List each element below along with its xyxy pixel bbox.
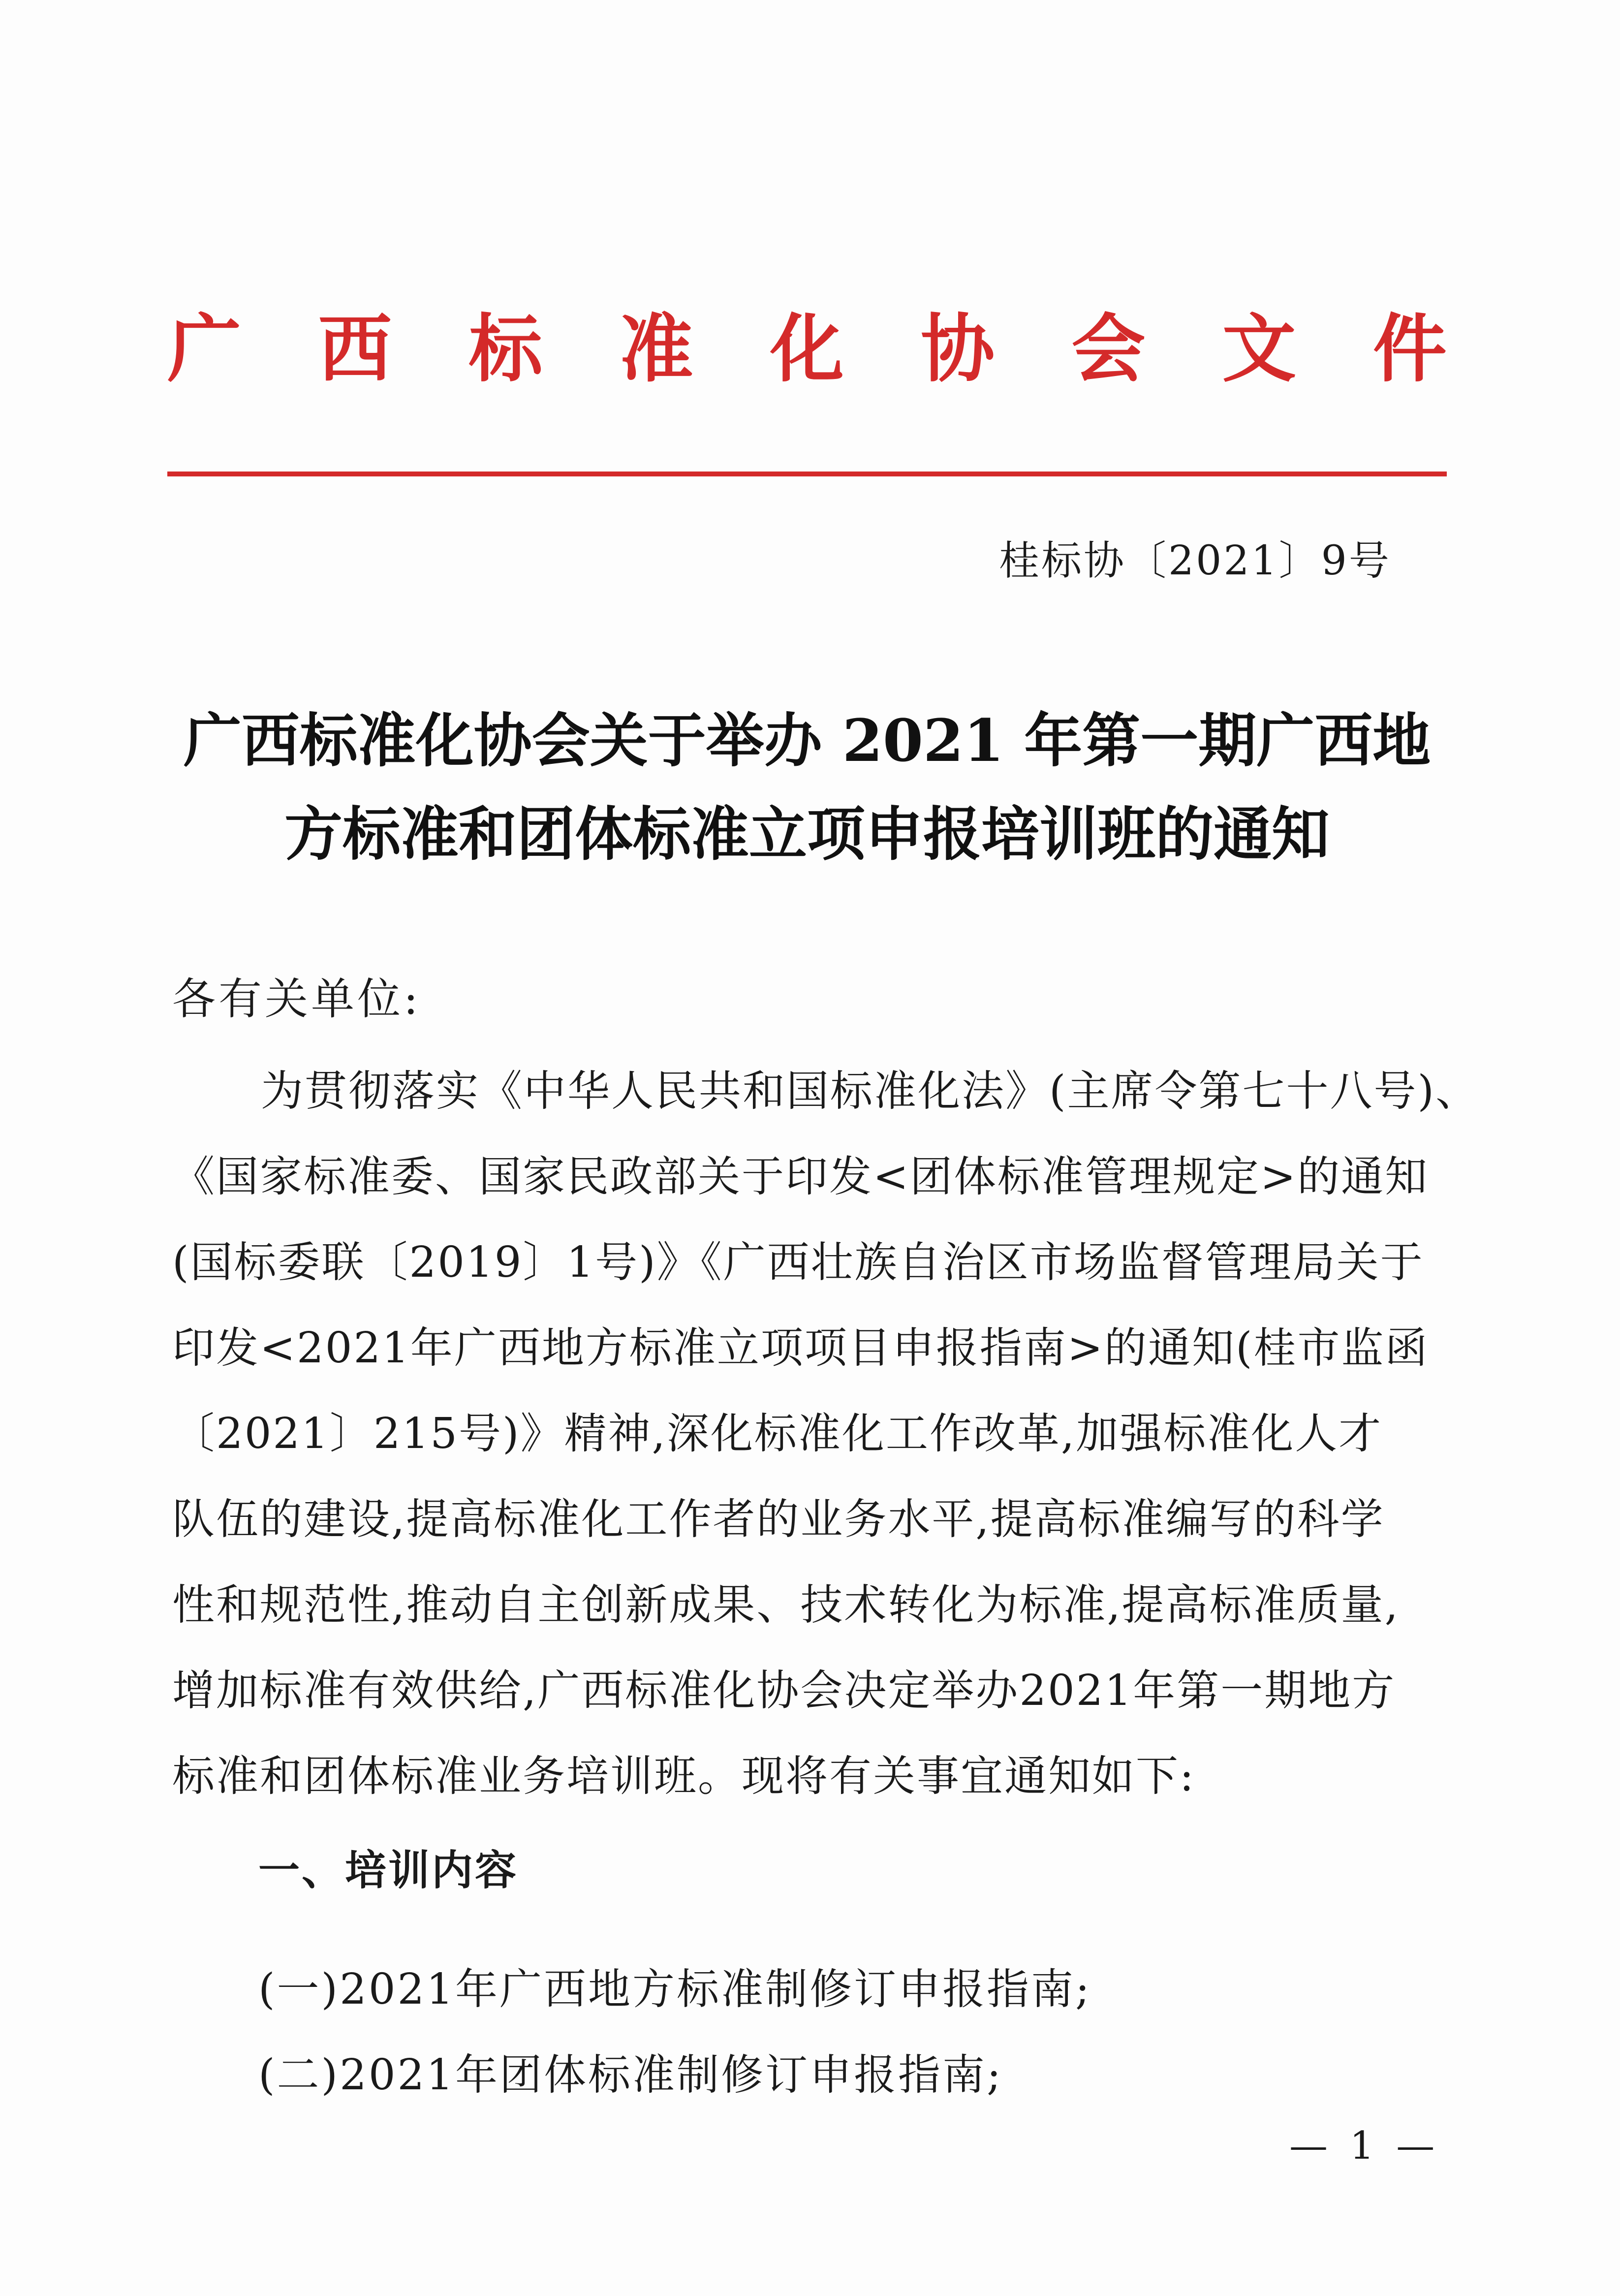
header-char: 化 xyxy=(770,307,844,392)
salutation: 各有关单位: xyxy=(172,974,421,1024)
header-divider xyxy=(167,472,1447,476)
header-char: 准 xyxy=(619,307,693,392)
body-line: 标准和团体标准业务培训班。现将有关事宜通知如下: xyxy=(172,1752,1195,1801)
body-line: 队伍的建设,提高标准化工作者的业务水平,提高标准编写的科学 xyxy=(172,1495,1385,1544)
header-char: 广 xyxy=(167,307,242,392)
list-item: (二)2021年团体标准制修订申报指南; xyxy=(258,2050,1003,2100)
training-content-list xyxy=(258,1947,1091,2118)
header-char: 标 xyxy=(468,307,543,392)
document-header-title xyxy=(167,300,1447,399)
header-char: 件 xyxy=(1372,307,1447,392)
list-item: (一)2021年广西地方标准制修订申报指南; xyxy=(258,1965,1091,2014)
body-line: 〔2021〕215号)》精神,深化标准化工作改革,加强标准化人才 xyxy=(172,1409,1383,1458)
header-char: 协 xyxy=(921,307,995,392)
header-char: 会 xyxy=(1071,307,1146,392)
document-number: 桂标协〔2021〕9号 xyxy=(999,537,1391,584)
body-line: 《国家标准委、国家民政部关于印发<团体标准管理规定>的通知 xyxy=(172,1152,1429,1201)
page-number: — 1 — xyxy=(1289,2124,1440,2168)
document-title-line-2: 方标准和团体标准立项申报培训班的通知 xyxy=(284,800,1330,868)
body-line: 印发<2021年广西地方标准立项项目申报指南>的通知(桂市监函 xyxy=(172,1323,1429,1373)
header-char: 文 xyxy=(1222,307,1296,392)
document-title-line-1: 广西标准化协会关于举办 2021 年第一期广西地 xyxy=(183,706,1431,775)
header-char: 西 xyxy=(318,307,392,392)
document-title xyxy=(167,694,1447,881)
body-line: (国标委联〔2019〕1号)》《广西壮族自治区市场监督管理局关于 xyxy=(172,1238,1424,1287)
body-line: 性和规范性,推动自主创新成果、技术转化为标准,提高标准质量, xyxy=(172,1580,1400,1630)
section-heading-training-content: 一、培训内容 xyxy=(258,1846,519,1894)
body-line: 增加标准有效供给,广西标准化协会决定举办2021年第一期地方 xyxy=(172,1666,1396,1715)
body-paragraph xyxy=(172,1048,1480,1819)
body-line: 为贯彻落实《中华人民共和国标准化法》(主席令第七十八号)、 xyxy=(261,1067,1480,1116)
